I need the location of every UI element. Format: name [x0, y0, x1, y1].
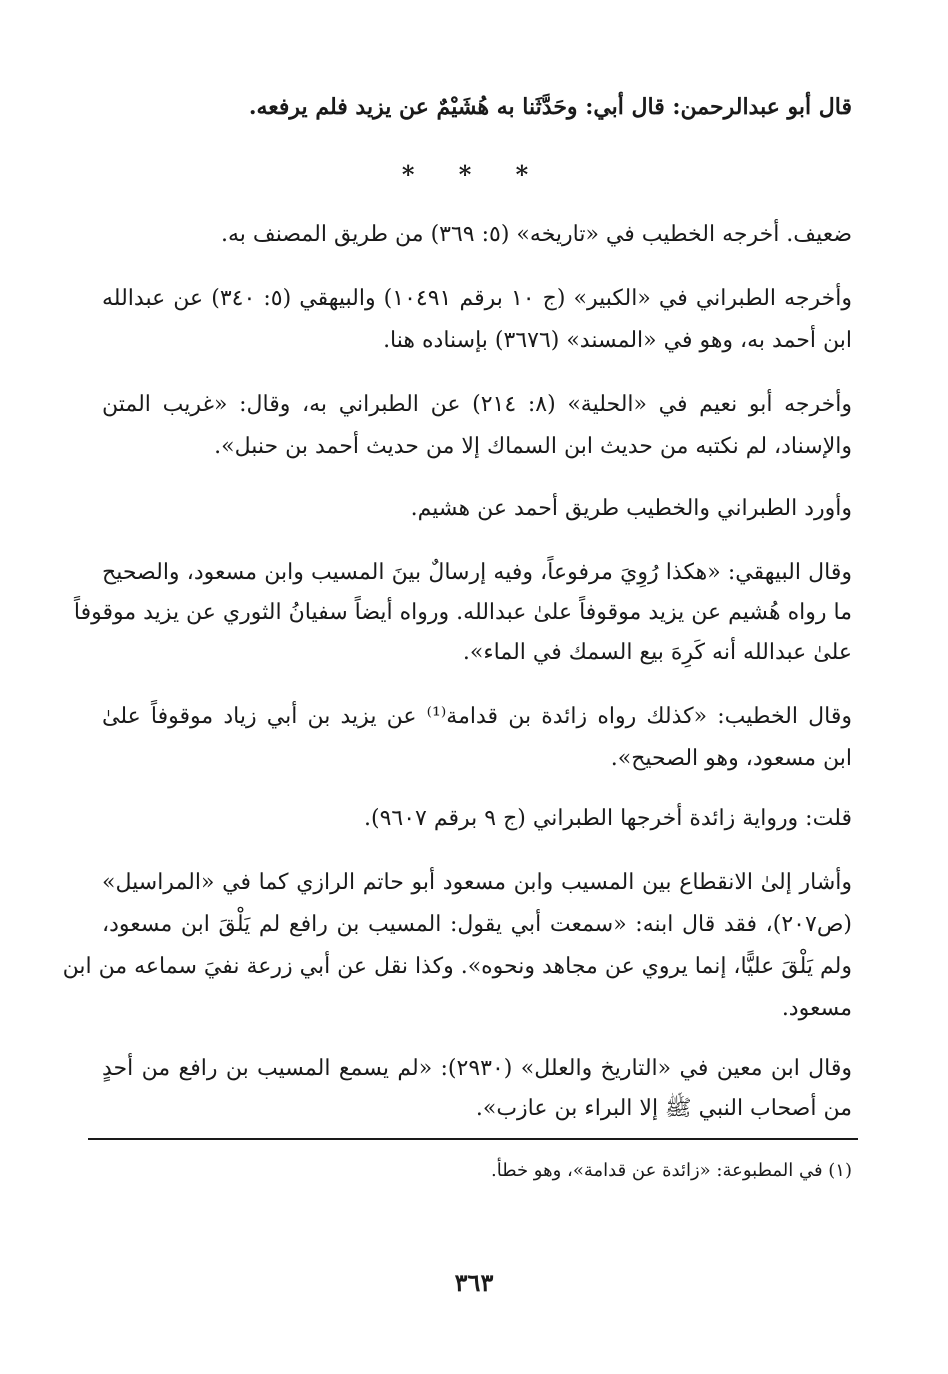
- section-separator: * * *: [401, 160, 547, 189]
- text-line: قلت: ورواية زائدة أخرجها الطبراني (ج ٩ برقم ٩٦٠٧).: [364, 806, 852, 831]
- text-line: مسعود.: [781, 996, 852, 1021]
- text-line: ابن مسعود، وهو الصحيح».: [610, 746, 852, 771]
- text-line: (ص٢٠٧)، فقد قال ابنه: «سمعت أبي يقول: المسيب بن رافع لم يَلْقَ ابن مسعود،: [102, 912, 852, 937]
- text-line: وأورد الطبراني والخطيب طريق أحمد عن هشيم.: [410, 496, 852, 521]
- text-line: ما رواه هُشيم عن يزيد موقوفاً علىٰ عبدالله. ورواه أيضاً سفيانُ الثوري عن يزيد موقوفاً: [73, 600, 852, 625]
- text-line: علىٰ عبدالله أنه كَرِهَ بيع السمك في الماء».: [462, 640, 852, 665]
- page-number: ٣٦٣: [454, 1268, 494, 1297]
- text-line: ابن أحمد به، وهو في «المسند» (٣٦٧٦) بإسناده هنا.: [383, 328, 852, 353]
- footnote-divider: [88, 1138, 858, 1140]
- text-line: وأشار إلىٰ الانقطاع بين المسيب وابن مسعود أبو حاتم الرازي كما في «المراسيل»: [102, 870, 852, 895]
- header-line: قال أبو عبدالرحمن: قال أبي: وحَدَّثَنا به هُشَيْمٌ عن يزيد فلم يرفعه.: [248, 94, 852, 120]
- text-line: وقال ابن معين في «التاريخ والعلل» (٢٩٣٠): «لم يسمع المسيب بن رافع من أحدٍ: [102, 1056, 853, 1081]
- text-line: ضعيف. أخرجه الخطيب في «تاريخه» (٥: ٣٦٩) من طريق المصنف به.: [221, 222, 852, 247]
- text-line: وقال البيهقي: «هكذا رُوِيَ مرفوعاً، وفيه إرسالٌ بينَ المسيب وابن مسعود، والصحيح: [102, 560, 852, 585]
- text-line: وأخرجه أبو نعيم في «الحلية» (٨: ٢١٤) عن الطبراني به، وقال: «غريب المتن: [102, 392, 853, 417]
- text-line: وأخرجه الطبراني في «الكبير» (ج ١٠ برقم ١٠٤٩١) والبيهقي (٥: ٣٤٠) عن عبدالله: [102, 286, 852, 311]
- footnote: (١) في المطبوعة: «زائدة عن قدامة»، وهو خطأ.: [490, 1160, 852, 1181]
- text-line: وقال الخطيب: «كذلك رواه زائدة بن قدامة⁽¹⁾ عن يزيد بن أبي زياد موقوفاً علىٰ: [102, 704, 852, 729]
- text-line: من أصحاب النبي ﷺ إلا البراء بن عازب».: [475, 1096, 852, 1121]
- text-line: والإسناد، لم نكتبه من حديث ابن السماك إلا من حديث أحمد بن حنبل».: [214, 434, 852, 459]
- text-line: ولم يَلْقَ عليًّا، إنما يروي عن مجاهد ونحوه». وكذا نقل عن أبي زرعة نفيَ سماعه من ابن: [62, 954, 852, 979]
